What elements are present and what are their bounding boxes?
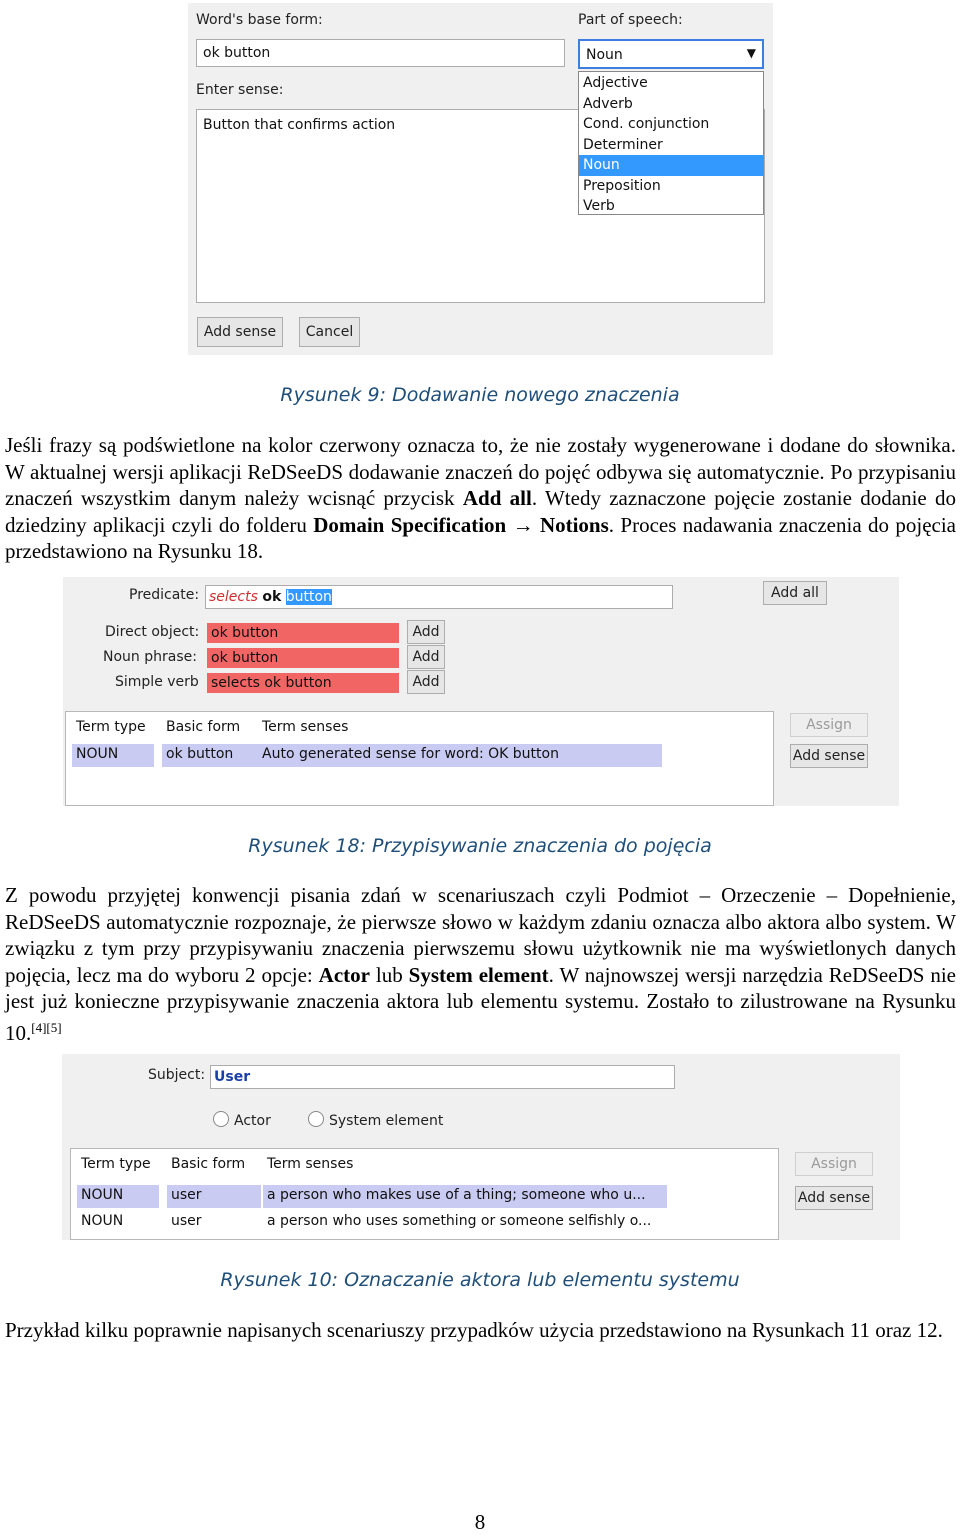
- para1-text-1: Jeśli frazy są podświetlone na kolor czerwony oznacza to, że nie zostały wygenerowane i dodane do słownika. W aktualnej wersji aplikacji ReDSeeDS dodawanie znaczeń do pojęć odbywa się automatycznie. Po przypisaniu znaczeń wszystkim danym należy wcisnąć przycisk: [5, 433, 956, 510]
- citation: [4][5]: [31, 1019, 62, 1035]
- actor-option-label: Actor: [234, 1113, 271, 1129]
- radio-circle-icon: [308, 1111, 324, 1127]
- cancel-button[interactable]: Cancel: [299, 317, 360, 347]
- pos-option-verb[interactable]: Verb: [583, 198, 615, 214]
- enter-sense-label: Enter sense:: [196, 82, 284, 98]
- row-term-senses: Auto generated sense for word: OK button: [258, 744, 662, 767]
- term-table: [65, 711, 774, 806]
- column-header-basic-form[interactable]: Basic form: [166, 719, 241, 735]
- base-form-input[interactable]: ok button: [196, 39, 565, 67]
- subject-label: Subject:: [148, 1067, 206, 1083]
- figure-9-caption: Rysunek 9: Dodawanie nowego znaczenia: [280, 384, 680, 406]
- noun-phrase-value: ok button: [207, 648, 399, 668]
- row-term-type: NOUN: [72, 744, 154, 767]
- simple-verb-label: Simple verb: [115, 674, 199, 690]
- assign-button[interactable]: Assign: [790, 713, 868, 737]
- subject-field[interactable]: [210, 1065, 675, 1089]
- column-header-term-type[interactable]: Term type: [76, 719, 146, 735]
- add-all-button[interactable]: Add all: [763, 581, 827, 605]
- pos-option-adverb[interactable]: Adverb: [583, 95, 633, 112]
- add-sense-button[interactable]: Add sense: [795, 1186, 873, 1210]
- arrow-right-icon: →: [512, 512, 534, 537]
- pos-option-cond-conjunction[interactable]: Cond. conjunction: [583, 116, 710, 132]
- direct-object-add-button[interactable]: Add: [407, 620, 445, 644]
- sense-textarea[interactable]: Button that confirms action: [196, 109, 765, 303]
- direct-object-value: ok button: [207, 623, 399, 643]
- subject-value: User: [214, 1069, 251, 1085]
- add-sense-dialog: [188, 3, 773, 355]
- actor-radio[interactable]: [213, 1111, 271, 1129]
- simple-verb-add-button[interactable]: Add: [407, 670, 445, 694]
- paragraph-2: [5, 882, 956, 1046]
- pos-option-adjective[interactable]: Adjective: [583, 75, 648, 91]
- system-element-radio[interactable]: [308, 1111, 443, 1129]
- para1-text-3: . Proces nadawania znaczenia do pojęcia przedstawiono na Rysunku 18.: [5, 512, 956, 563]
- para2-text-3: . W najnowszej wersji narzędzia ReDSeeDS nie jest już konieczne przypisywanie znaczenia aktora lub elementu systemu. Zostało to zilustrowane na Rysunku 10.: [5, 962, 956, 1045]
- part-of-speech-select[interactable]: [578, 39, 764, 69]
- subject-sense-panel: [62, 1054, 900, 1240]
- predicate-field[interactable]: [205, 585, 673, 609]
- para2-system-element: System element: [408, 962, 549, 987]
- figure-18-caption: Rysunek 18: Przypisywanie znaczenia do pojęcia: [248, 835, 712, 857]
- radio-circle-icon: [213, 1111, 229, 1127]
- figure-10-caption: Rysunek 10: Oznaczanie aktora lub elementu systemu: [220, 1269, 740, 1291]
- part-of-speech-selected: Noun: [586, 47, 623, 63]
- table-row[interactable]: [77, 1185, 667, 1208]
- base-form-label: Word's base form:: [196, 12, 323, 28]
- row-basic-form: ok button: [162, 744, 258, 767]
- row-term-senses: a person who uses something or someone selfishly o...: [267, 1213, 652, 1229]
- para2-text-2: lub: [369, 962, 409, 987]
- pos-option-preposition[interactable]: Preposition: [583, 177, 661, 194]
- para1-text-2: . Wtedy zaznaczone pojęcie zostanie dodanie do dziedziny aplikacji czyli do folderu: [5, 486, 956, 537]
- direct-object-label: Direct object:: [105, 624, 200, 640]
- para1-add-all: Add all: [462, 486, 532, 510]
- predicate-label: Predicate:: [129, 587, 200, 603]
- row-term-senses: a person who makes use of a thing; someone who u...: [263, 1185, 667, 1208]
- add-sense-button[interactable]: Add sense: [790, 744, 868, 768]
- row-term-type: NOUN: [77, 1185, 159, 1208]
- simple-verb-value: selects ok button: [207, 673, 399, 693]
- paragraph-1: [5, 432, 956, 565]
- part-of-speech-dropdown-list: [578, 71, 764, 215]
- table-row[interactable]: [72, 744, 662, 767]
- noun-phrase-label: Noun phrase:: [103, 649, 197, 665]
- page-number: 8: [474, 1510, 486, 1534]
- para1-notions: Notions: [539, 512, 609, 537]
- para1-domain-specification: Domain Specification: [313, 512, 507, 537]
- noun-phrase-add-button[interactable]: Add: [407, 645, 445, 669]
- column-header-term-senses[interactable]: Term senses: [262, 719, 349, 735]
- column-header-term-senses[interactable]: Term senses: [267, 1156, 354, 1172]
- chevron-down-icon: ▼: [746, 46, 756, 60]
- pos-option-determiner[interactable]: Determiner: [583, 136, 663, 153]
- row-term-type: NOUN: [81, 1213, 124, 1229]
- assign-sense-panel: [63, 577, 899, 806]
- column-header-term-type[interactable]: Term type: [81, 1156, 151, 1172]
- paragraph-3: Przykład kilku poprawnie napisanych scenariuszy przypadków użycia przedstawiono na Rysunkach 11 oraz 12.: [5, 1318, 943, 1342]
- table-row[interactable]: [77, 1211, 667, 1234]
- add-sense-button[interactable]: Add sense: [197, 317, 283, 347]
- para2-actor: Actor: [318, 962, 370, 987]
- row-basic-form: user: [171, 1213, 202, 1229]
- predicate-word-ok: ok: [262, 589, 282, 605]
- assign-button[interactable]: Assign: [795, 1152, 873, 1176]
- predicate-word-button: button: [285, 589, 332, 605]
- term-table: [70, 1148, 779, 1240]
- row-basic-form: user: [167, 1185, 261, 1208]
- pos-option-noun[interactable]: Noun: [579, 155, 763, 176]
- part-of-speech-label: Part of speech:: [578, 12, 683, 28]
- system-element-option-label: System element: [329, 1113, 444, 1129]
- para2-text-1: Z powodu przyjętej konwencji pisania zdań w scenariuszach czyli Podmiot – Orzeczenie – Dopełnienie, ReDSeeDS automatycznie rozpoznaje, że pierwsze słowo w każdym zdaniu oznacza albo aktora albo system. W związku z tym przy przypisywaniu znaczenia pierwszemu słowu użytkownik nie ma wyświetlonych danych pojęcia, lecz ma do wyboru 2 opcje:: [5, 883, 956, 987]
- predicate-word-verb: selects: [209, 589, 258, 605]
- column-header-basic-form[interactable]: Basic form: [171, 1156, 246, 1172]
